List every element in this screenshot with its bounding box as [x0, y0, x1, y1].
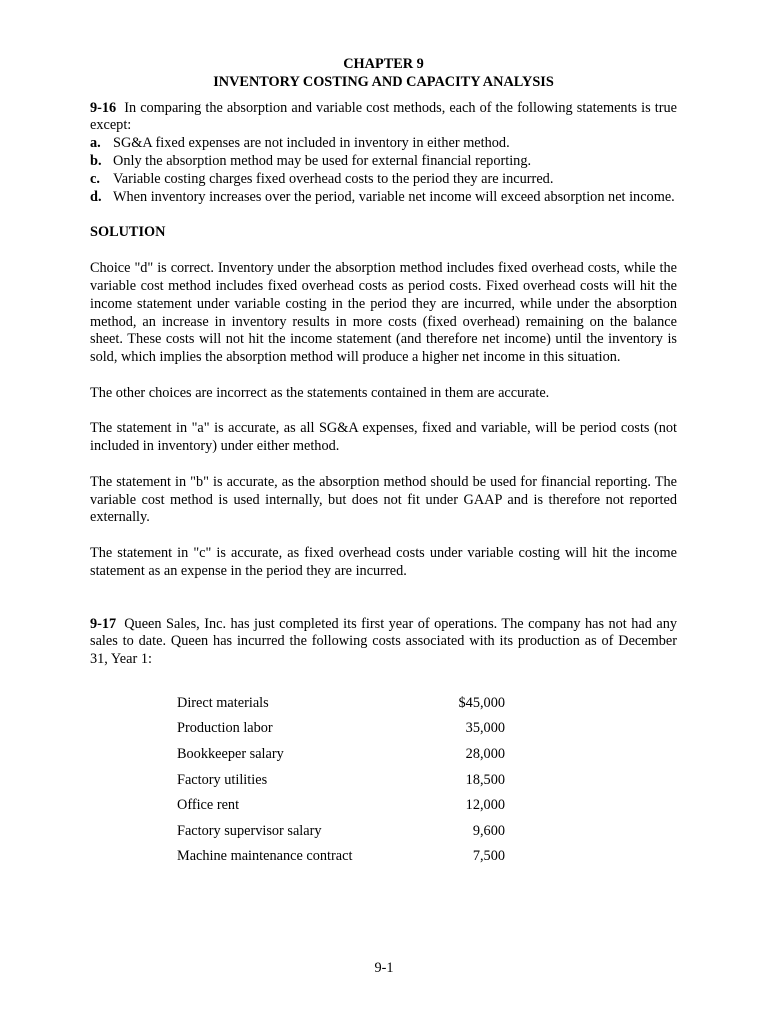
- choice-text: Variable costing charges fixed overhead costs to the period they are incurred.: [113, 170, 554, 187]
- solution-paragraph: The statement in "b" is accurate, as the absorption method should be used for financial reporting. The variable cost method is used internally, but does not fit under GAAP and is therefore not reported externally.: [90, 473, 677, 526]
- question-number: 9-16: [90, 99, 117, 116]
- answer-choices: [90, 135, 677, 206]
- solution-paragraph: Choice "d" is correct. Inventory under the absorption method includes fixed overhead costs, while the variable cost method includes fixed overhead costs as period costs. Fixed overhead costs will hit the income statement under variable costing in the period they are incurred, while under the absorption method, an increase in inventory results in more costs (fixed overhead) remaining on the balance sheet. These costs will not hit the income statement (and therefore net income) until the inventory is sold, which implies the absorption method will produce a higher net income in this situation.: [90, 260, 677, 366]
- question-text: In comparing the absorption and variable cost methods, each of the following statements is true except:: [90, 99, 677, 134]
- cost-table: [177, 691, 505, 870]
- table-row: [177, 819, 505, 845]
- cost-amount: 9,600: [472, 822, 505, 839]
- answer-choice: [90, 135, 677, 153]
- document-page: [90, 56, 677, 870]
- solution-section: [90, 224, 677, 580]
- question-text: Queen Sales, Inc. has just completed its first year of operations. The company has not had any sales to date. Queen has incurred the following costs associated with its production as of December 31, Year 1:: [90, 615, 677, 668]
- choice-letter: b.: [90, 152, 102, 169]
- answer-choice: [90, 171, 677, 189]
- cost-label: Bookkeeper salary: [177, 745, 284, 762]
- answer-choice: [90, 189, 677, 207]
- choice-letter: d.: [90, 188, 102, 205]
- cost-amount: 18,500: [465, 771, 505, 788]
- table-row: [177, 844, 505, 870]
- solution-paragraph: The other choices are incorrect as the statements contained in them are accurate.: [90, 384, 550, 401]
- table-row: [177, 768, 505, 794]
- cost-amount: 7,500: [472, 848, 505, 865]
- question-9-16: [90, 100, 677, 207]
- cost-label: Factory supervisor salary: [177, 822, 322, 839]
- table-row: [177, 742, 505, 768]
- choice-text: When inventory increases over the period, variable net income will exceed absorption net income.: [113, 188, 675, 205]
- chapter-title: INVENTORY COSTING AND CAPACITY ANALYSIS: [213, 73, 554, 90]
- table-row: [177, 793, 505, 819]
- cost-label: Factory utilities: [177, 771, 268, 788]
- solution-paragraph: The statement in "a" is accurate, as all SG&A expenses, fixed and variable, will be period costs (not included in inventory) under either method.: [90, 420, 677, 455]
- choice-text: SG&A fixed expenses are not included in inventory in either method.: [113, 135, 510, 152]
- answer-choice: [90, 153, 677, 171]
- cost-label: Production labor: [177, 720, 273, 737]
- question-stem: [90, 616, 677, 669]
- solution-heading: SOLUTION: [90, 224, 166, 241]
- cost-label: Direct materials: [177, 694, 269, 711]
- table-row: [177, 691, 505, 717]
- chapter-label: CHAPTER 9: [343, 56, 424, 72]
- cost-amount: 28,000: [465, 745, 505, 762]
- cost-amount: 35,000: [465, 720, 505, 737]
- choice-letter: c.: [90, 170, 100, 187]
- cost-amount: 12,000: [465, 797, 505, 814]
- question-9-17: [90, 616, 677, 871]
- question-stem: [90, 100, 677, 136]
- choice-text: Only the absorption method may be used for external financial reporting.: [113, 152, 532, 169]
- cost-amount: $45,000: [458, 694, 505, 711]
- cost-label: Office rent: [177, 797, 240, 814]
- table-row: [177, 717, 505, 743]
- question-number: 9-17: [90, 615, 117, 632]
- page-number: 9-1: [374, 960, 394, 976]
- solution-paragraph: The statement in "c" is accurate, as fixed overhead costs under variable costing will hit the income statement as an expense in the period they are incurred.: [90, 544, 677, 579]
- cost-label: Machine maintenance contract: [177, 848, 353, 865]
- choice-letter: a.: [90, 135, 101, 152]
